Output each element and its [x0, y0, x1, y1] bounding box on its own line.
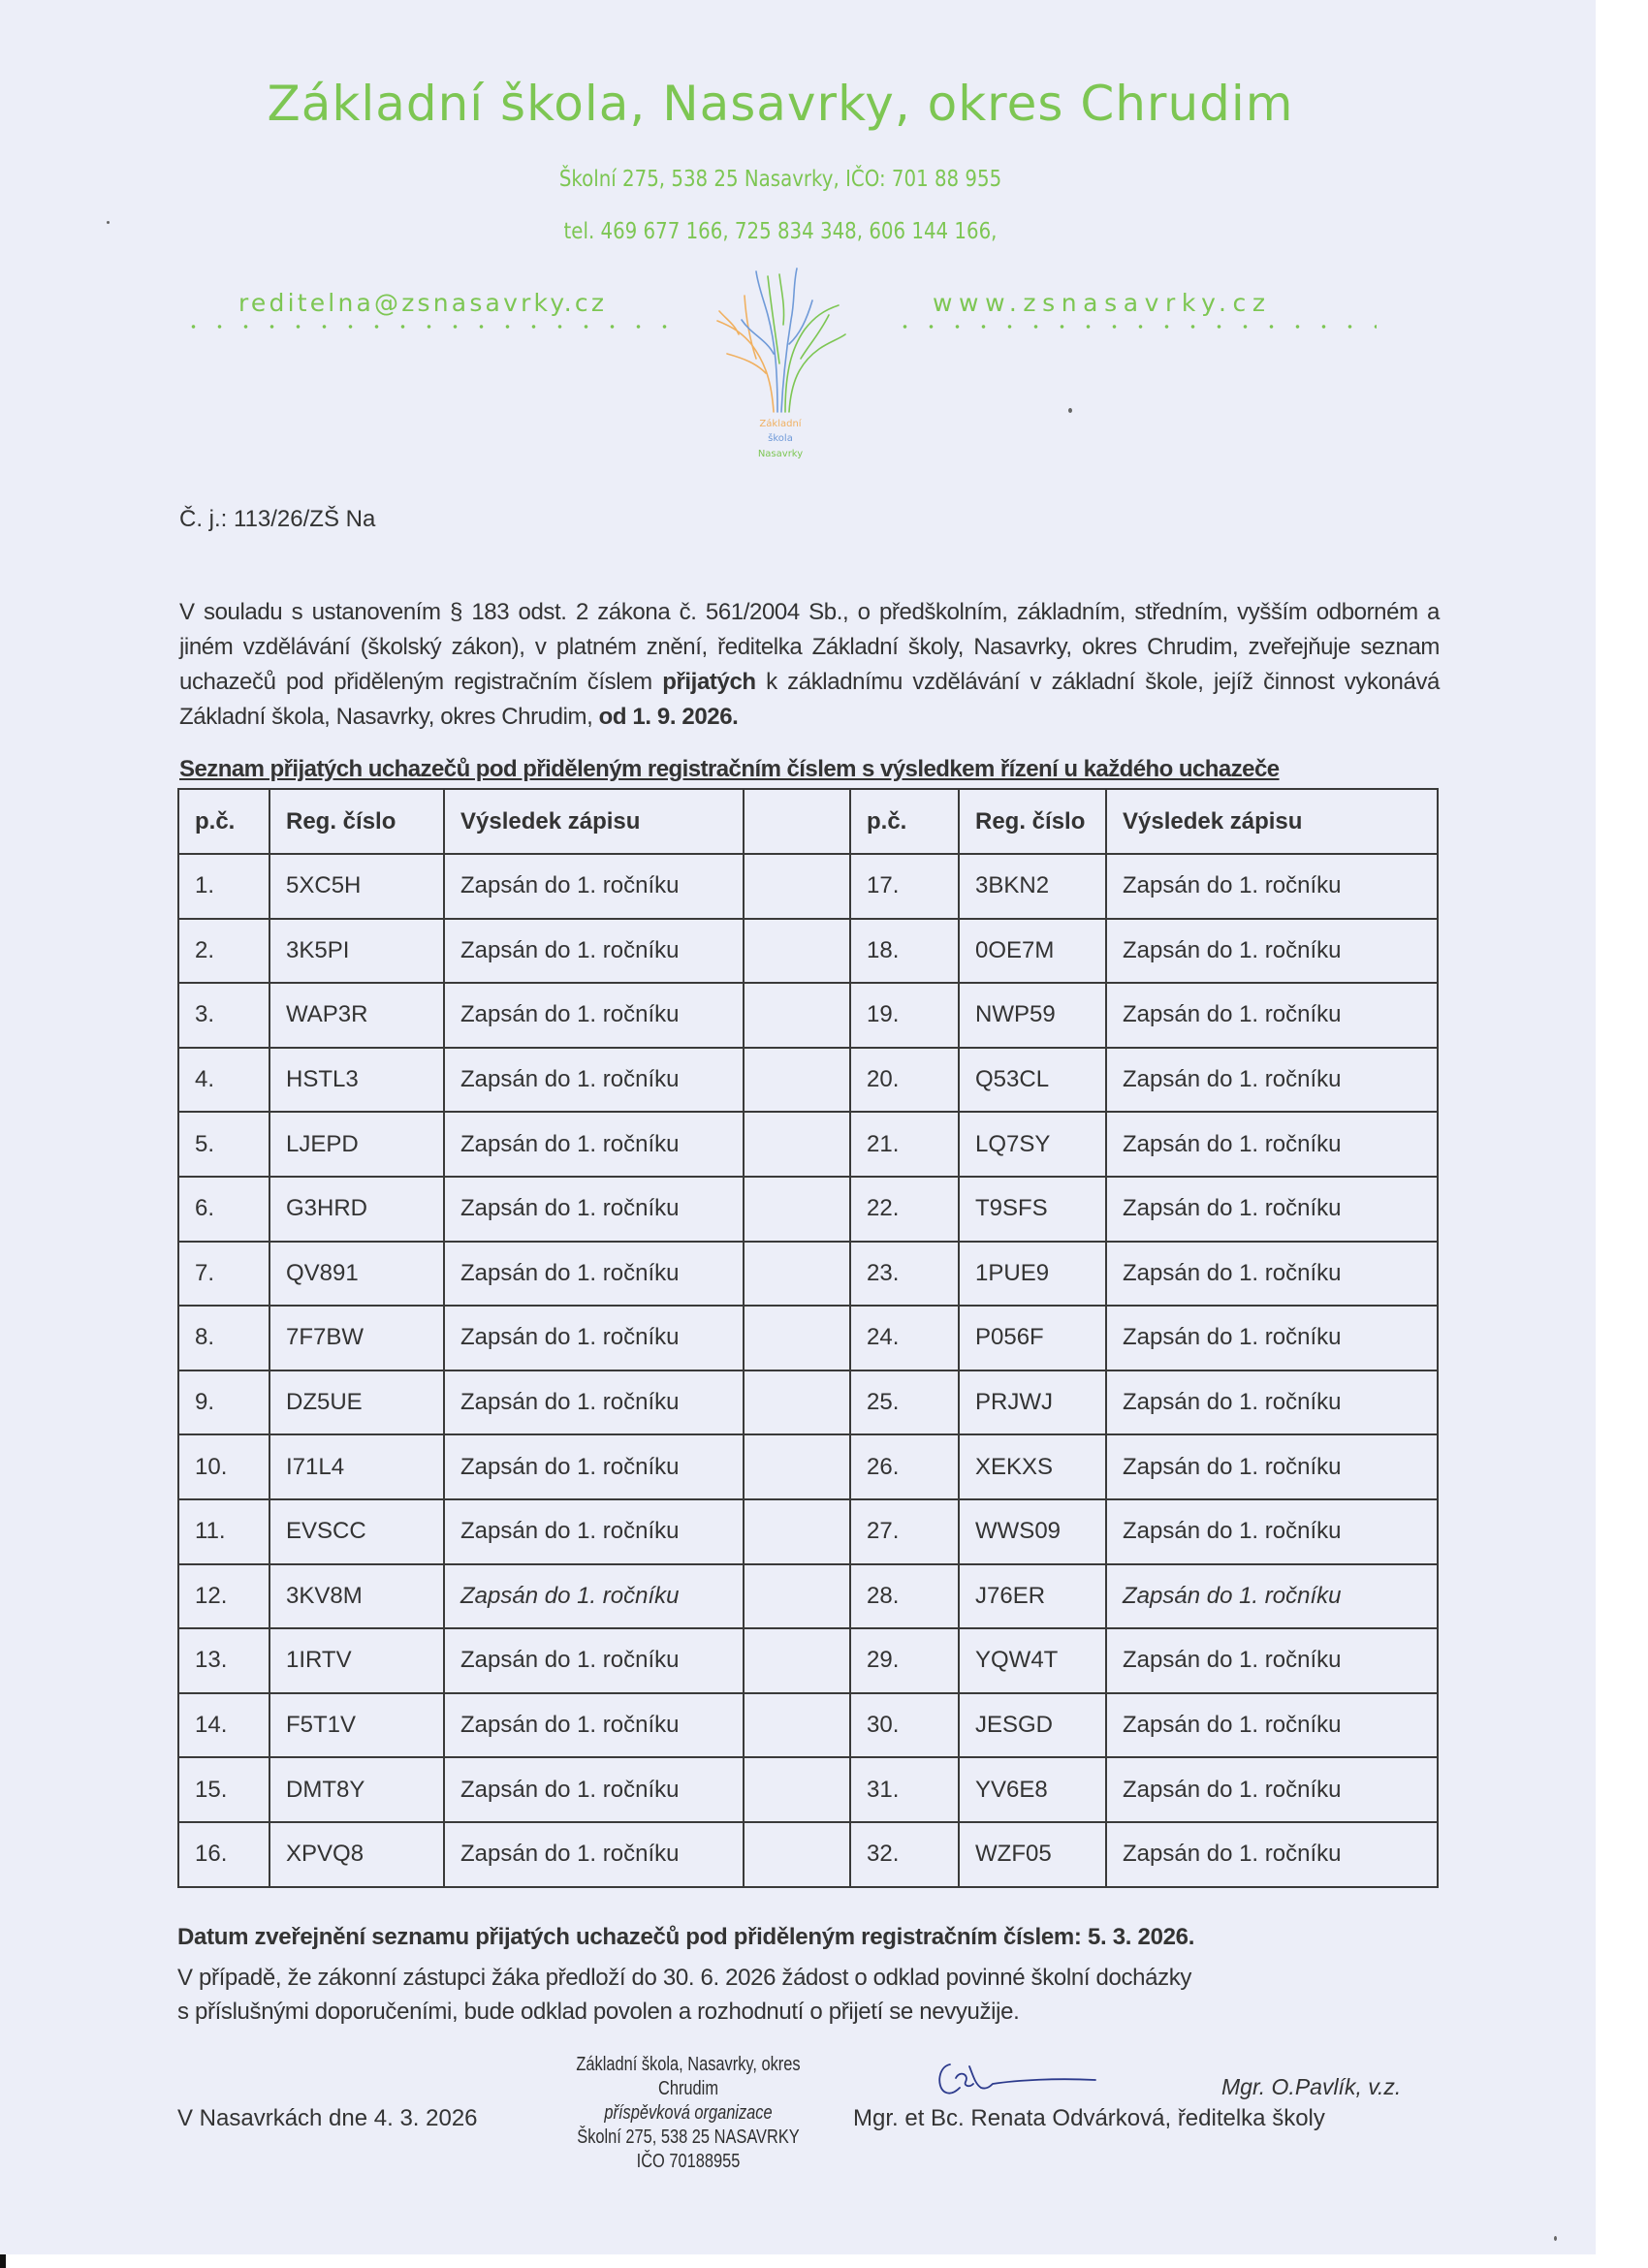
- cell-order-number: 26.: [850, 1434, 959, 1499]
- cell-order-number: 32.: [850, 1822, 959, 1887]
- intro-text-2: k základnímu vzdělávání v základní škole, jejíž činnost vykonává Základní škola, Nasavrky, okres Chrudim,: [179, 669, 1440, 730]
- cell-order-number: 17.: [850, 854, 959, 919]
- publication-date: Datum zveřejnění seznamu přijatých uchazečů pod přiděleným registračním číslem: 5. 3. 2026.: [177, 1924, 1195, 1950]
- cell-order-number: 2.: [178, 919, 269, 984]
- header-pc-right: p.č.: [850, 789, 959, 854]
- stamp-line-4: IČO 70188955: [636, 2151, 741, 2172]
- cell-registration-number: EVSCC: [269, 1499, 444, 1564]
- table-row: [178, 1306, 1438, 1370]
- header-result-right: Výsledek zápisu: [1106, 789, 1438, 854]
- cell-order-number: 21.: [850, 1112, 959, 1177]
- cell-registration-number: 3BKN2: [959, 854, 1106, 919]
- cell-enrollment-result: Zapsán do 1. ročníku: [1106, 1370, 1438, 1435]
- cell-order-number: 14.: [178, 1693, 269, 1758]
- header-pc-left: p.č.: [178, 789, 269, 854]
- cell-registration-number: I71L4: [269, 1434, 444, 1499]
- cell-order-number: 16.: [178, 1822, 269, 1887]
- accepted-applicants-table: [177, 788, 1439, 1888]
- cell-order-number: 11.: [178, 1499, 269, 1564]
- cell-order-number: 23.: [850, 1242, 959, 1307]
- cell-enrollment-result: Zapsán do 1. ročníku: [444, 1177, 744, 1242]
- cell-spacer: [744, 1242, 850, 1307]
- cell-spacer: [744, 1112, 850, 1177]
- cell-enrollment-result: Zapsán do 1. ročníku: [444, 1499, 744, 1564]
- signed-for: Mgr. O.Pavlík, v.z.: [1221, 2074, 1402, 2099]
- cell-order-number: 13.: [178, 1628, 269, 1693]
- cell-enrollment-result: Zapsán do 1. ročníku: [444, 1434, 744, 1499]
- cell-enrollment-result: Zapsán do 1. ročníku: [444, 919, 744, 984]
- cell-registration-number: QV891: [269, 1242, 444, 1307]
- cell-registration-number: WZF05: [959, 1822, 1106, 1887]
- header-spacer: [744, 789, 850, 854]
- cell-registration-number: 3K5PI: [269, 919, 444, 984]
- intro-bold-date: od 1. 9. 2026.: [598, 704, 739, 730]
- cell-order-number: 20.: [850, 1048, 959, 1113]
- table-row: [178, 1499, 1438, 1564]
- cell-spacer: [744, 1628, 850, 1693]
- cell-registration-number: 3KV8M: [269, 1564, 444, 1629]
- table-row: [178, 1370, 1438, 1435]
- cell-spacer: [744, 1757, 850, 1822]
- scan-edge-mark: [0, 2254, 6, 2268]
- deferral-note-line-1: V případě, že zákonní zástupci žáka předloží do 30. 6. 2026 žádost o odklad povinné školní docházky: [177, 1965, 1192, 1991]
- cell-enrollment-result: Zapsán do 1. ročníku: [444, 1628, 744, 1693]
- cell-enrollment-result: Zapsán do 1. ročníku: [1106, 1693, 1438, 1758]
- cell-registration-number: P056F: [959, 1306, 1106, 1370]
- cell-registration-number: 7F7BW: [269, 1306, 444, 1370]
- school-name: Základní škola, Nasavrky, okres Chrudim: [267, 76, 1294, 132]
- deferral-note-line-2: s příslušnými doporučeními, bude odklad povolen a rozhodnutí o přijetí se nevyužije.: [177, 1999, 1020, 2025]
- table-header-row: [178, 789, 1438, 854]
- place-and-date: V Nasavrkách dne 4. 3. 2026: [177, 2105, 478, 2131]
- cell-registration-number: Q53CL: [959, 1048, 1106, 1113]
- scan-speck: [1068, 408, 1072, 413]
- deferral-note: [177, 1961, 1191, 2029]
- cell-registration-number: YV6E8: [959, 1757, 1106, 1822]
- cell-order-number: 5.: [178, 1112, 269, 1177]
- cell-spacer: [744, 1499, 850, 1564]
- cell-enrollment-result: Zapsán do 1. ročníku: [444, 1112, 744, 1177]
- cell-registration-number: YQW4T: [959, 1628, 1106, 1693]
- cell-order-number: 1.: [178, 854, 269, 919]
- cell-order-number: 8.: [178, 1306, 269, 1370]
- cell-spacer: [744, 919, 850, 984]
- school-email[interactable]: reditelna@zsnasavrky.cz: [238, 289, 608, 317]
- cell-enrollment-result: Zapsán do 1. ročníku: [444, 1048, 744, 1113]
- cell-registration-number: DMT8Y: [269, 1757, 444, 1822]
- cell-order-number: 30.: [850, 1693, 959, 1758]
- scan-speck: [1554, 2236, 1557, 2241]
- cell-registration-number: 0OE7M: [959, 919, 1106, 984]
- table-row: [178, 1434, 1438, 1499]
- cell-registration-number: 1PUE9: [959, 1242, 1106, 1307]
- cell-enrollment-result: Zapsán do 1. ročníku: [444, 1370, 744, 1435]
- cell-enrollment-result: Zapsán do 1. ročníku: [1106, 919, 1438, 984]
- cell-enrollment-result: Zapsán do 1. ročníku: [1106, 1757, 1438, 1822]
- cell-registration-number: WWS09: [959, 1499, 1106, 1564]
- cell-spacer: [744, 1177, 850, 1242]
- school-stamp: [554, 2053, 824, 2174]
- cell-enrollment-result: Zapsán do 1. ročníku: [1106, 1112, 1438, 1177]
- handwritten-signature: [931, 2057, 1105, 2105]
- table-row: [178, 1822, 1438, 1887]
- header-reg-left: Reg. číslo: [269, 789, 444, 854]
- dotted-divider-left: [180, 324, 684, 330]
- cell-registration-number: JESGD: [959, 1693, 1106, 1758]
- dotted-divider-right: [892, 324, 1377, 330]
- table-row: [178, 1628, 1438, 1693]
- cell-enrollment-result: Zapsán do 1. ročníku: [444, 854, 744, 919]
- header-reg-right: Reg. číslo: [959, 789, 1106, 854]
- cell-enrollment-result: Zapsán do 1. ročníku: [1106, 1564, 1438, 1629]
- cell-spacer: [744, 854, 850, 919]
- cell-order-number: 3.: [178, 983, 269, 1048]
- table-row: [178, 1112, 1438, 1177]
- table-row: [178, 1242, 1438, 1307]
- logo-text-nasavrky: Nasavrky: [757, 449, 804, 459]
- cell-spacer: [744, 1370, 850, 1435]
- cell-spacer: [744, 1822, 850, 1887]
- cell-enrollment-result: Zapsán do 1. ročníku: [1106, 1306, 1438, 1370]
- stamp-line-3: Školní 275, 538 25 NASAVRKY: [577, 2126, 800, 2148]
- cell-spacer: [744, 1693, 850, 1758]
- cell-order-number: 28.: [850, 1564, 959, 1629]
- cell-enrollment-result: Zapsán do 1. ročníku: [444, 1757, 744, 1822]
- cell-registration-number: XPVQ8: [269, 1822, 444, 1887]
- stamp-line-1: Základní škola, Nasavrky, okres Chrudim: [576, 2054, 801, 2099]
- school-website[interactable]: www.zsnasavrky.cz: [933, 289, 1272, 317]
- intro-paragraph: [179, 595, 1440, 735]
- cell-order-number: 15.: [178, 1757, 269, 1822]
- cell-registration-number: HSTL3: [269, 1048, 444, 1113]
- cell-registration-number: DZ5UE: [269, 1370, 444, 1435]
- cell-registration-number: T9SFS: [959, 1177, 1106, 1242]
- director-name: Mgr. et Bc. Renata Odvárková, ředitelka školy: [853, 2105, 1325, 2131]
- cell-order-number: 25.: [850, 1370, 959, 1435]
- logo-text-zakladni: Základní: [759, 419, 802, 429]
- cell-order-number: 18.: [850, 919, 959, 984]
- cell-enrollment-result: Zapsán do 1. ročníku: [1106, 1434, 1438, 1499]
- cell-enrollment-result: Zapsán do 1. ročníku: [1106, 1048, 1438, 1113]
- cell-registration-number: G3HRD: [269, 1177, 444, 1242]
- cell-spacer: [744, 1564, 850, 1629]
- school-address: Školní 275, 538 25 Nasavrky, IČO: 701 88 955: [558, 167, 1002, 192]
- cell-order-number: 19.: [850, 983, 959, 1048]
- table-row: [178, 854, 1438, 919]
- cell-enrollment-result: Zapsán do 1. ročníku: [1106, 1822, 1438, 1887]
- cell-order-number: 4.: [178, 1048, 269, 1113]
- cell-registration-number: F5T1V: [269, 1693, 444, 1758]
- school-phones: tel. 469 677 166, 725 834 348, 606 144 166,: [563, 219, 998, 244]
- table-row: [178, 1048, 1438, 1113]
- reference-number: Č. j.: 113/26/ZŠ Na: [179, 506, 376, 532]
- table-row: [178, 1693, 1438, 1758]
- intro-bold-accepted: přijatých: [662, 669, 756, 695]
- header-result-left: Výsledek zápisu: [444, 789, 744, 854]
- cell-order-number: 10.: [178, 1434, 269, 1499]
- table-row: [178, 1757, 1438, 1822]
- table-title: Seznam přijatých uchazečů pod přiděleným registračním číslem s výsledkem řízení u každého uchazeče: [179, 756, 1280, 782]
- cell-order-number: 27.: [850, 1499, 959, 1564]
- cell-enrollment-result: Zapsán do 1. ročníku: [1106, 1499, 1438, 1564]
- cell-enrollment-result: Zapsán do 1. ročníku: [444, 1822, 744, 1887]
- cell-registration-number: NWP59: [959, 983, 1106, 1048]
- cell-enrollment-result: Zapsán do 1. ročníku: [1106, 854, 1438, 919]
- cell-order-number: 12.: [178, 1564, 269, 1629]
- cell-registration-number: J76ER: [959, 1564, 1106, 1629]
- cell-enrollment-result: Zapsán do 1. ročníku: [444, 1564, 744, 1629]
- cell-registration-number: PRJWJ: [959, 1370, 1106, 1435]
- cell-order-number: 9.: [178, 1370, 269, 1435]
- cell-registration-number: 5XC5H: [269, 854, 444, 919]
- cell-enrollment-result: Zapsán do 1. ročníku: [444, 983, 744, 1048]
- logo-text-skola: škola: [768, 433, 793, 444]
- table-row: [178, 1564, 1438, 1629]
- cell-order-number: 7.: [178, 1242, 269, 1307]
- cell-registration-number: WAP3R: [269, 983, 444, 1048]
- cell-registration-number: XEKXS: [959, 1434, 1106, 1499]
- school-tree-logo: [698, 267, 863, 460]
- table-row: [178, 983, 1438, 1048]
- cell-spacer: [744, 983, 850, 1048]
- table-row: [178, 919, 1438, 984]
- cell-order-number: 29.: [850, 1628, 959, 1693]
- cell-enrollment-result: Zapsán do 1. ročníku: [444, 1693, 744, 1758]
- cell-enrollment-result: Zapsán do 1. ročníku: [1106, 1628, 1438, 1693]
- cell-enrollment-result: Zapsán do 1. ročníku: [1106, 1242, 1438, 1307]
- cell-order-number: 6.: [178, 1177, 269, 1242]
- table-row: [178, 1177, 1438, 1242]
- cell-enrollment-result: Zapsán do 1. ročníku: [1106, 983, 1438, 1048]
- cell-order-number: 22.: [850, 1177, 959, 1242]
- cell-registration-number: LJEPD: [269, 1112, 444, 1177]
- cell-registration-number: LQ7SY: [959, 1112, 1106, 1177]
- cell-order-number: 24.: [850, 1306, 959, 1370]
- cell-spacer: [744, 1434, 850, 1499]
- intro-text-1: V souladu s ustanovením § 183 odst. 2 zákona č. 561/2004 Sb., o předškolním, základním, středním, vyšším odborném a jiném vzdělávání (školský zákon), v platném znění, ředitelka Základní školy, Nasavrky, okres Chrudim, zveřejňuje seznam uchazečů pod přiděleným registračním číslem: [179, 599, 1440, 695]
- stamp-line-2: příspěvková organizace: [604, 2102, 773, 2124]
- table-body: [178, 854, 1438, 1887]
- cell-spacer: [744, 1306, 850, 1370]
- cell-spacer: [744, 1048, 850, 1113]
- cell-order-number: 31.: [850, 1757, 959, 1822]
- cell-enrollment-result: Zapsán do 1. ročníku: [444, 1306, 744, 1370]
- cell-enrollment-result: Zapsán do 1. ročníku: [444, 1242, 744, 1307]
- cell-enrollment-result: Zapsán do 1. ročníku: [1106, 1177, 1438, 1242]
- cell-registration-number: 1IRTV: [269, 1628, 444, 1693]
